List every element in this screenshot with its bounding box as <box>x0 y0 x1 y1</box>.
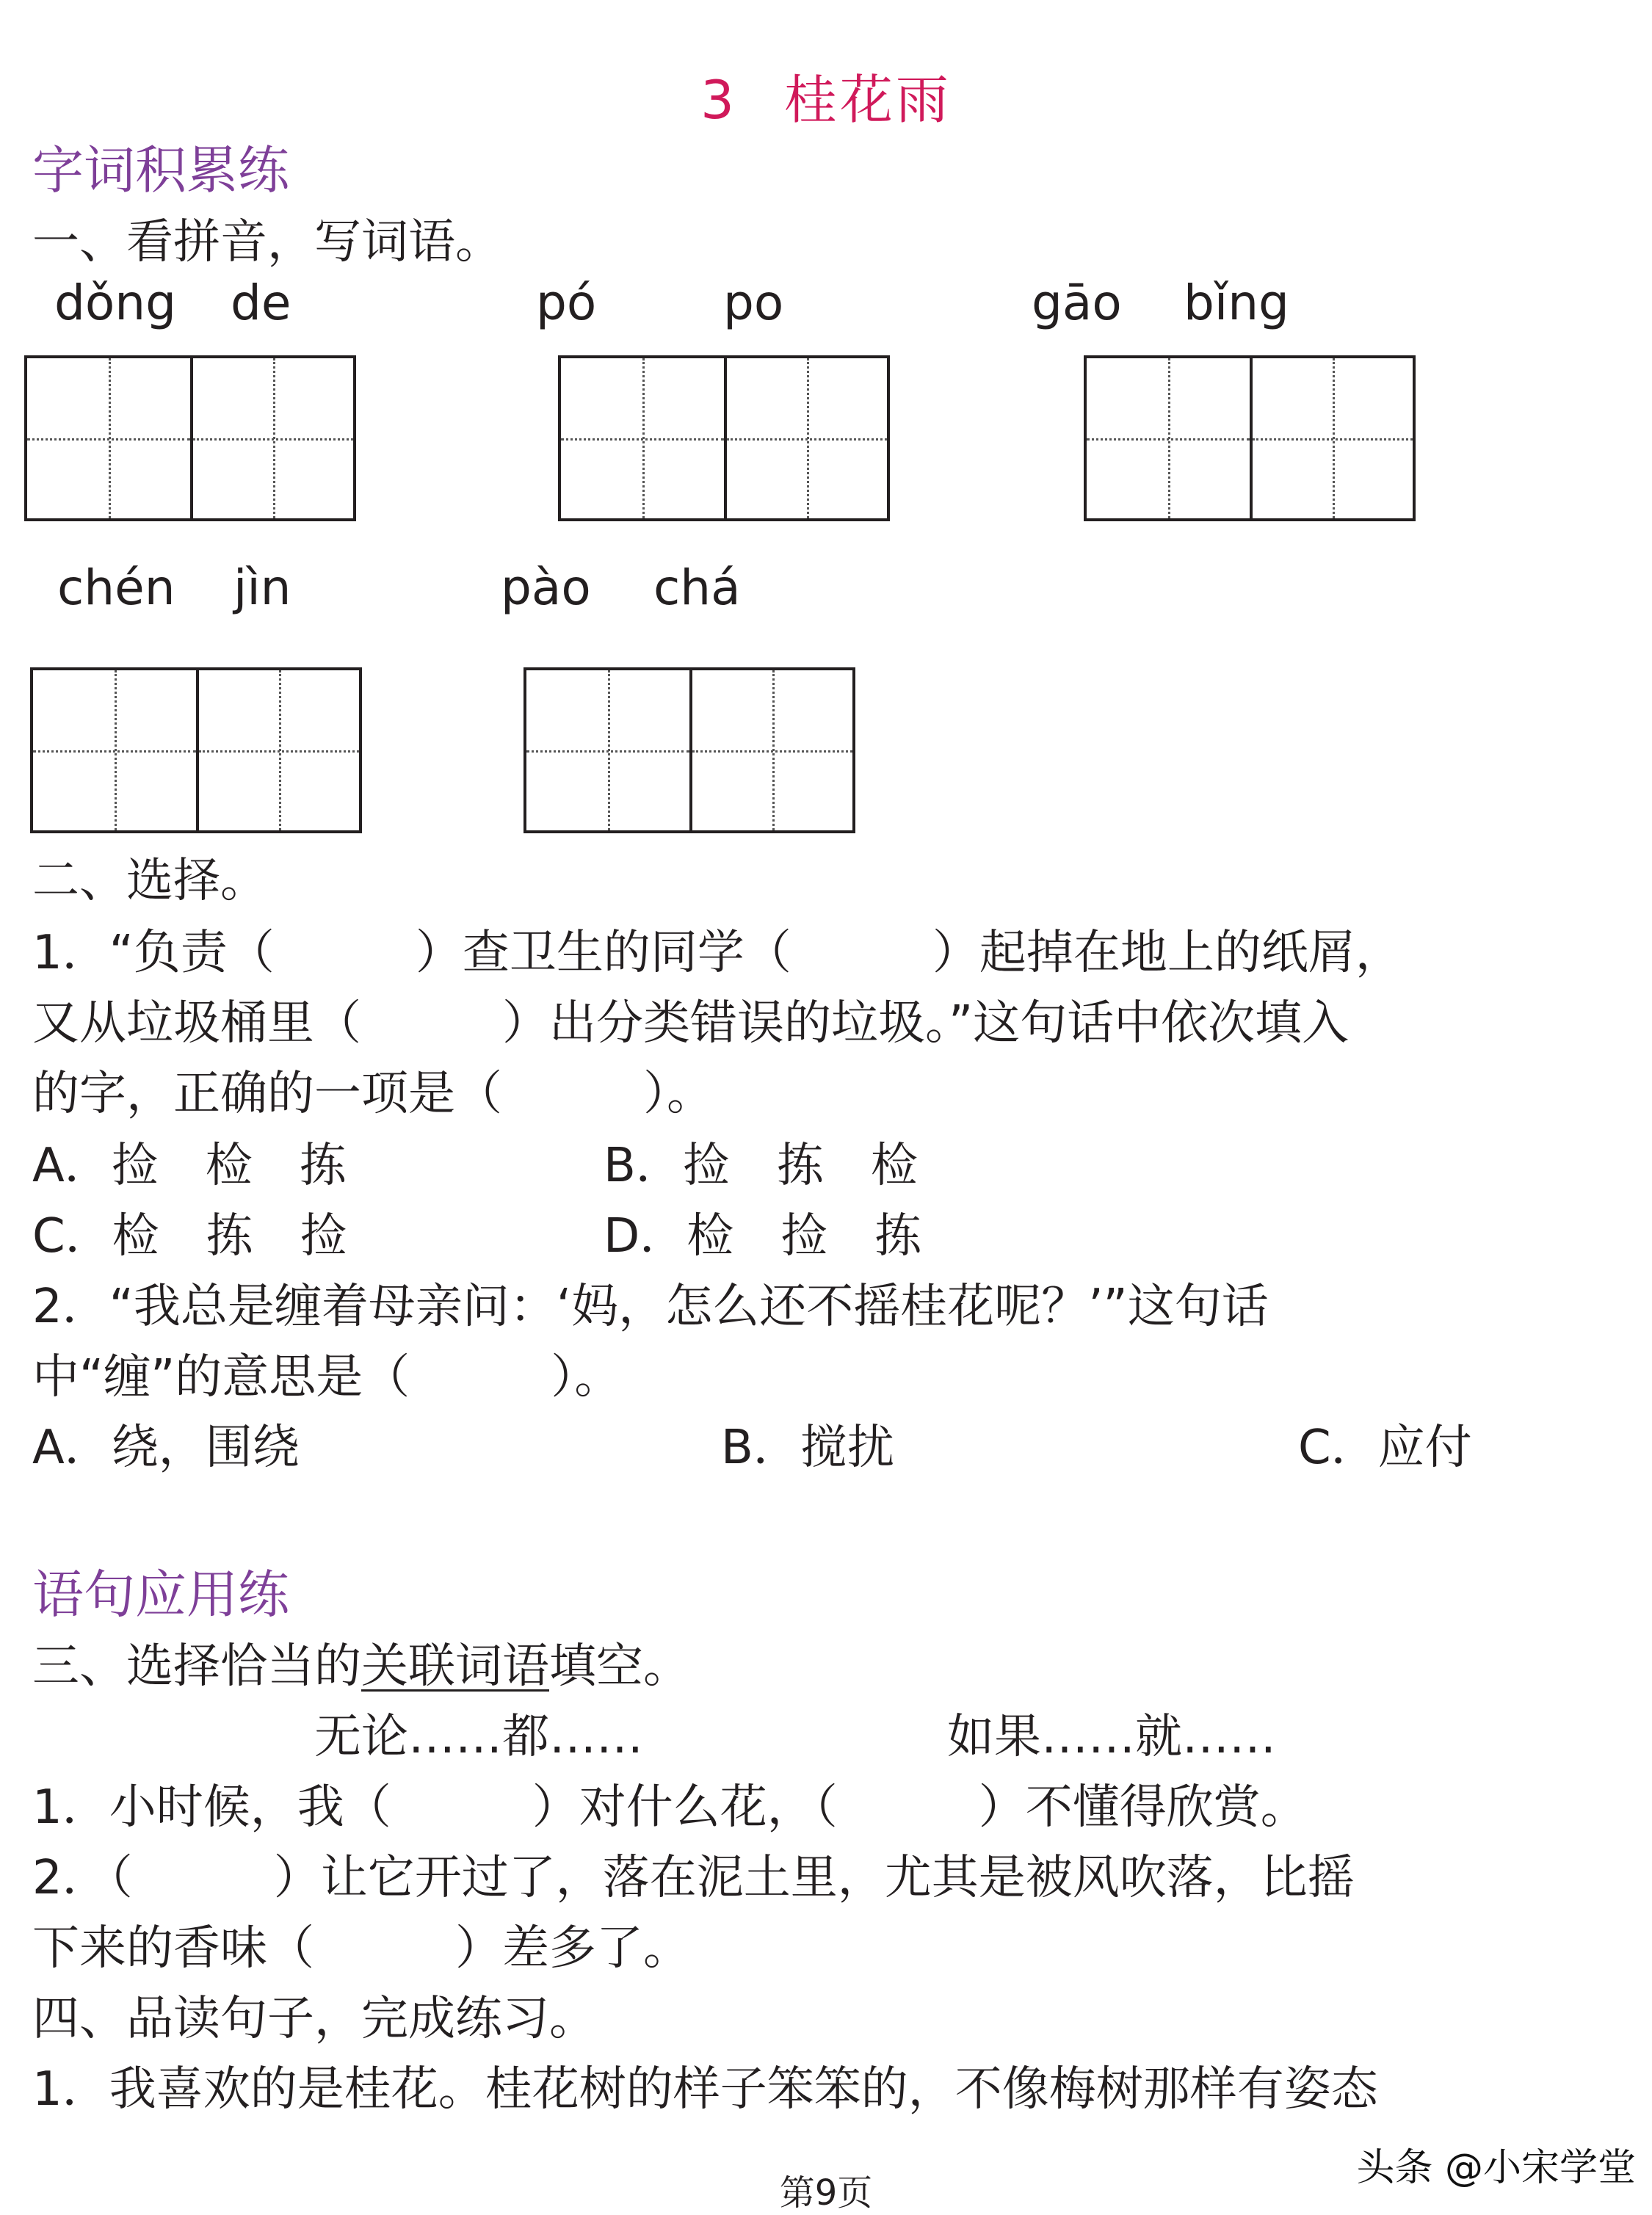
q3-heading-pre: 三、选择恰当的 <box>32 1639 361 1694</box>
writing-cell[interactable] <box>27 358 190 518</box>
pinyin: dǒng <box>54 275 176 331</box>
writing-grid[interactable] <box>524 667 855 833</box>
section-vocab: 字词积累练 <box>32 140 289 200</box>
writing-grid[interactable] <box>558 355 890 521</box>
q2-line: 1．“负责（ ）查卫生的同学（ ）起掉在地上的纸屑， <box>32 926 1402 980</box>
q2-line: 中“缠”的意思是（ ）。 <box>32 1350 622 1404</box>
pinyin: po <box>723 275 784 331</box>
q3-heading-underlined: 关联词语 <box>361 1639 549 1694</box>
q4-line: 1．我喜欢的是桂花。桂花树的样子笨笨的，不像梅树那样有姿态 <box>32 2062 1378 2117</box>
option-b: B．捡 拣 检 <box>604 1139 918 1193</box>
watermark: 头条 @小宋学堂 <box>1356 2146 1636 2190</box>
word-choice: 无论……都…… <box>314 1710 643 1764</box>
pinyin: chén <box>57 559 175 616</box>
page-number: 第9页 <box>779 2172 873 2214</box>
q4-heading: 四、品读句子，完成练习。 <box>32 1992 596 2046</box>
page-title <box>0 57 1652 134</box>
q3-heading-post: 填空。 <box>549 1639 690 1694</box>
writing-cell[interactable] <box>1087 358 1250 518</box>
writing-grid[interactable] <box>1084 355 1416 521</box>
lesson-number: 3 <box>700 69 737 131</box>
option-a: A．捡 检 拣 <box>32 1139 347 1193</box>
q3-line: 1．小时候，我（ ）对什么花，（ ）不懂得欣赏。 <box>32 1780 1308 1835</box>
section-sentence: 语句应用练 <box>32 1565 289 1625</box>
pinyin: pó <box>536 275 597 331</box>
q2-line: 的字，正确的一项是（ ）。 <box>32 1067 714 1121</box>
writing-cell[interactable] <box>724 358 887 518</box>
writing-grid[interactable] <box>30 667 362 833</box>
pinyin: bǐng <box>1184 275 1289 331</box>
q3-line: 下来的香味（ ）差多了。 <box>32 1921 690 1976</box>
option-b: B．搅扰 <box>721 1421 894 1475</box>
writing-cell[interactable] <box>196 670 359 830</box>
pinyin: chá <box>653 559 741 616</box>
writing-cell[interactable] <box>1250 358 1413 518</box>
writing-cell[interactable] <box>561 358 724 518</box>
option-d: D．检 捡 拣 <box>604 1209 922 1264</box>
pinyin: de <box>231 275 291 331</box>
option-c: C．应付 <box>1298 1421 1472 1475</box>
option-a: A．绕，围绕 <box>32 1421 300 1475</box>
writing-grid[interactable] <box>24 355 356 521</box>
q2-line: 又从垃圾桶里（ ）出分类错误的垃圾。”这句话中依次填入 <box>32 996 1350 1051</box>
writing-cell[interactable] <box>689 670 852 830</box>
pinyin: pào <box>501 559 591 616</box>
writing-cell[interactable] <box>526 670 689 830</box>
lesson-title: 桂花雨 <box>783 69 952 131</box>
pinyin: jìn <box>233 559 291 616</box>
q3-line: 2．（ ）让它开过了，落在泥土里，尤其是被风吹落，比摇 <box>32 1851 1355 1905</box>
pinyin: gāo <box>1032 275 1122 331</box>
option-c: C．检 拣 捡 <box>32 1209 347 1264</box>
q3-heading <box>32 1628 690 1696</box>
word-choice: 如果……就…… <box>947 1710 1276 1764</box>
writing-cell[interactable] <box>33 670 196 830</box>
q2-heading: 二、选择。 <box>32 854 267 908</box>
q1-heading: 一、看拼音，写词语。 <box>32 215 502 269</box>
writing-cell[interactable] <box>190 358 353 518</box>
q2-line: 2．“我总是缠着母亲问：‘妈，怎么还不摇桂花呢？’”这句话 <box>32 1280 1269 1334</box>
